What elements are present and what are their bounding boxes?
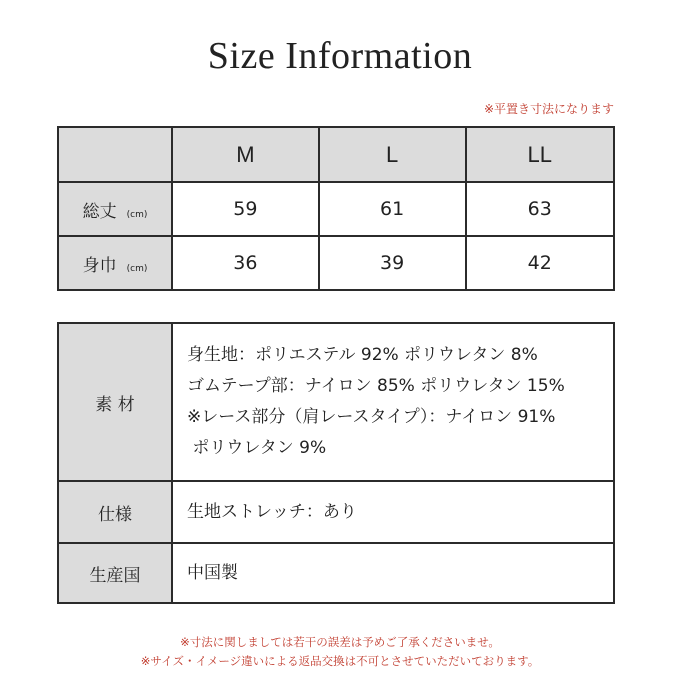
spec-row	[58, 481, 614, 543]
corner-cell	[58, 127, 172, 182]
measurement-note: ※平置き寸法になります	[483, 102, 614, 116]
country-value: 中国製	[172, 543, 614, 603]
material-row	[58, 323, 614, 481]
size-header-m: M	[172, 127, 319, 182]
disclaimer-line: ※寸法に関しましては若干の誤差は予めご了承くださいませ。	[180, 635, 500, 649]
table-cell: 42	[466, 236, 614, 290]
material-line: ポリウレタン 9%	[187, 438, 327, 458]
table-cell: 36	[172, 236, 319, 290]
info-table	[57, 322, 615, 604]
material-line: ※レース部分（肩レースタイプ）：ナイロン 91%	[187, 407, 556, 427]
table-cell: 59	[172, 182, 319, 236]
country-row	[58, 543, 614, 603]
unit-label: (cm)	[126, 263, 148, 274]
size-header-ll: LL	[466, 127, 614, 182]
table-cell: 39	[319, 236, 466, 290]
table-cell: 63	[466, 182, 614, 236]
page-title: Size Information	[207, 35, 473, 77]
material-value	[172, 323, 614, 481]
material-line: 身生地：ポリエステル 92% ポリウレタン 8%	[187, 345, 538, 365]
spec-label: 仕様	[58, 481, 172, 543]
size-header-row	[58, 127, 614, 182]
table-row	[58, 182, 614, 236]
row-header-length	[58, 182, 172, 236]
row-header-width	[58, 236, 172, 290]
unit-label: (cm)	[126, 209, 148, 220]
table-row	[58, 236, 614, 290]
row-label: 総丈	[82, 201, 117, 222]
material-label: 素 材	[58, 323, 172, 481]
spec-value: 生地ストレッチ：あり	[172, 481, 614, 543]
size-header-l: L	[319, 127, 466, 182]
row-label: 身巾	[82, 255, 117, 276]
disclaimer-line: ※サイズ・イメージ違いによる返品交換は不可とさせていただいております。	[140, 654, 540, 668]
material-line: ゴムテープ部：ナイロン 85% ポリウレタン 15%	[187, 376, 565, 396]
table-cell: 61	[319, 182, 466, 236]
disclaimer-notes	[0, 633, 680, 671]
size-table	[57, 126, 615, 291]
country-label: 生産国	[58, 543, 172, 603]
